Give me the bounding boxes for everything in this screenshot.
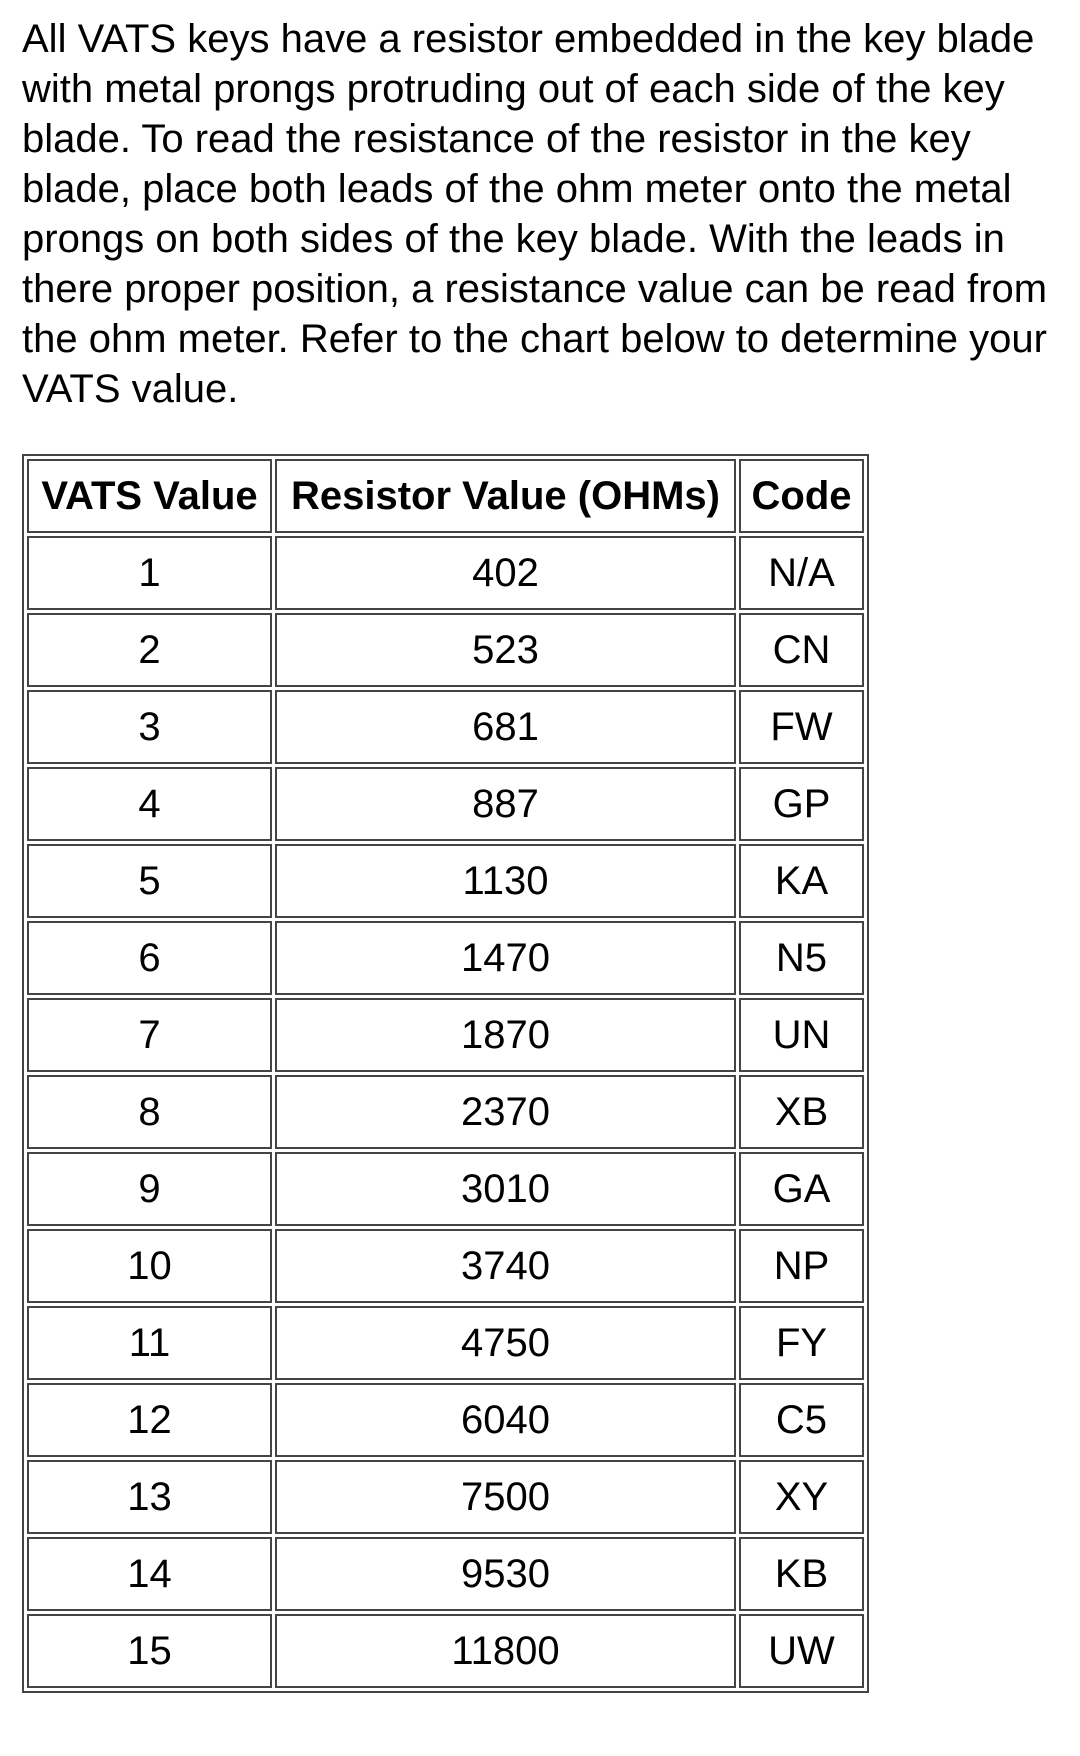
cell-vats-value: 15: [27, 1614, 272, 1688]
table-row: [27, 1229, 864, 1303]
cell-code: FW: [739, 690, 864, 764]
table-row: [27, 1614, 864, 1688]
cell-vats-value: 7: [27, 998, 272, 1072]
cell-resistor-value: 7500: [275, 1460, 736, 1534]
vats-resistor-table: [22, 454, 869, 1693]
cell-resistor-value: 3740: [275, 1229, 736, 1303]
cell-code: KB: [739, 1537, 864, 1611]
cell-vats-value: 9: [27, 1152, 272, 1226]
cell-resistor-value: 2370: [275, 1075, 736, 1149]
cell-vats-value: 6: [27, 921, 272, 995]
cell-resistor-value: 4750: [275, 1306, 736, 1380]
cell-code: CN: [739, 613, 864, 687]
cell-code: KA: [739, 844, 864, 918]
table-row: [27, 613, 864, 687]
cell-resistor-value: 6040: [275, 1383, 736, 1457]
cell-vats-value: 14: [27, 1537, 272, 1611]
cell-vats-value: 13: [27, 1460, 272, 1534]
table-row: [27, 536, 864, 610]
cell-code: XB: [739, 1075, 864, 1149]
table-row: [27, 1460, 864, 1534]
table-row: [27, 998, 864, 1072]
cell-vats-value: 12: [27, 1383, 272, 1457]
cell-resistor-value: 1130: [275, 844, 736, 918]
table-row: [27, 1383, 864, 1457]
header-resistor-value: Resistor Value (OHMs): [275, 459, 736, 533]
cell-vats-value: 8: [27, 1075, 272, 1149]
cell-code: UN: [739, 998, 864, 1072]
cell-resistor-value: 887: [275, 767, 736, 841]
cell-resistor-value: 1470: [275, 921, 736, 995]
cell-vats-value: 4: [27, 767, 272, 841]
header-code: Code: [739, 459, 864, 533]
cell-code: XY: [739, 1460, 864, 1534]
cell-vats-value: 2: [27, 613, 272, 687]
cell-resistor-value: 1870: [275, 998, 736, 1072]
cell-code: FY: [739, 1306, 864, 1380]
cell-resistor-value: 402: [275, 536, 736, 610]
cell-resistor-value: 681: [275, 690, 736, 764]
cell-resistor-value: 11800: [275, 1614, 736, 1688]
cell-code: NP: [739, 1229, 864, 1303]
table-row: [27, 690, 864, 764]
cell-code: N5: [739, 921, 864, 995]
cell-vats-value: 10: [27, 1229, 272, 1303]
table-row: [27, 844, 864, 918]
cell-resistor-value: 523: [275, 613, 736, 687]
header-vats-value: VATS Value: [27, 459, 272, 533]
cell-code: UW: [739, 1614, 864, 1688]
cell-resistor-value: 9530: [275, 1537, 736, 1611]
cell-vats-value: 1: [27, 536, 272, 610]
intro-paragraph: All VATS keys have a resistor embedded in the key blade with metal prongs protruding out of each side of the key blade. To read the resistance of the resistor in the key blade, place both leads of the ohm meter onto the metal prongs on both sides of the key blade. With the leads in there proper position, a resistance value can be read from the ohm meter. Refer to the chart below to determine your VATS value.: [22, 17, 1048, 411]
cell-code: GA: [739, 1152, 864, 1226]
table-row: [27, 1537, 864, 1611]
vats-table-wrapper: [22, 454, 869, 1693]
table-row: [27, 767, 864, 841]
cell-code: GP: [739, 767, 864, 841]
cell-code: C5: [739, 1383, 864, 1457]
cell-vats-value: 3: [27, 690, 272, 764]
cell-code: N/A: [739, 536, 864, 610]
table-header-row: [27, 459, 864, 533]
cell-vats-value: 11: [27, 1306, 272, 1380]
cell-resistor-value: 3010: [275, 1152, 736, 1226]
cell-vats-value: 5: [27, 844, 272, 918]
table-row: [27, 921, 864, 995]
table-row: [27, 1152, 864, 1226]
table-row: [27, 1306, 864, 1380]
table-row: [27, 1075, 864, 1149]
